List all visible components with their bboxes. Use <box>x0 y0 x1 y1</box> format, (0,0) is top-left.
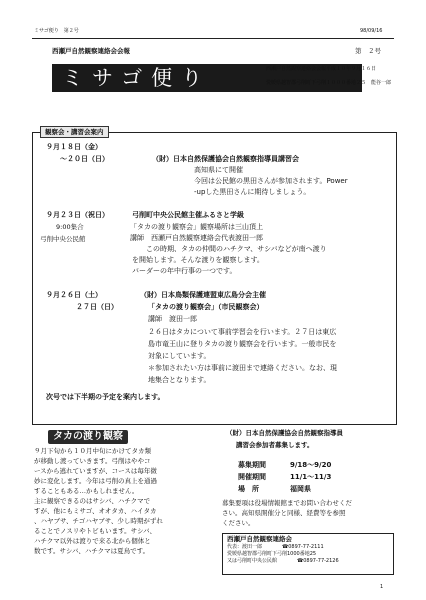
event2-line: この時期、タカの仲間のハチクマ、サシバなどが南へ渡り <box>146 245 327 253</box>
event3-date-end: ２７日（日） <box>76 303 118 311</box>
title-banner: ミサゴ便り <box>52 64 362 92</box>
contact-line: 愛媛県越智郡弓削町下弓削1000番地25 <box>227 551 317 557</box>
event2-line: 「タカの渡り観察会」観察場所は三山頂上 <box>130 223 263 231</box>
event3-line: 島市竜王山に登りタカの渡り観察会を行います。一般市民を <box>148 340 337 348</box>
event3-org: （財）日本鳥類保護連盟東広島分会主催 <box>140 291 266 299</box>
contact-title: 西瀬戸自然観察連絡会 <box>227 535 292 543</box>
header-rule <box>32 38 394 39</box>
story-body: ９月下旬から１０月中旬にかけてタカ類 が移動し渡っていきます。弓削はややコ ースから逃れていますが、コースは毎年微 妙に変化します。今年は弓削の真上を通過 することもある…かもしれません。 主に観察できるのはサシバ、ハチクマで すが、他にもミサゴ、オオタカ、ハイタカ 、ハヤブサ、チゴハヤブサ、少し時期がずれ ることでノスリやトビもいます。サシバ、 ハチクマ以外は渡りで来る北から個体と 数です。サシバ、ハチクマは夏鳥です。 <box>34 447 163 555</box>
event1-date-end: 〜２０日（日） <box>60 155 109 163</box>
event1-date: ９月１８日（金） <box>46 143 102 151</box>
event1-org: （財）日本自然保護協会自然観察指導員講習会 <box>152 155 299 163</box>
event2-line: 講師 西瀬戸自然観察連絡会代表渡田一郎 <box>130 234 263 242</box>
recruit-note: 募集要項は役場情報館までお問い合わせくだ さい。高知県開催分と同様、経費等を参照 ください。 <box>222 499 352 527</box>
event3-line: 地集合となります。 <box>148 376 211 384</box>
event1-line: -upした黒田さんに期待しましょう。 <box>194 188 311 196</box>
period-value: 9/18〜9/20 <box>290 461 332 469</box>
period-label: 募集期間 <box>238 461 266 469</box>
date-value: 11/1〜11/3 <box>290 473 332 481</box>
event2-line: を開始します。そんな渡りを観察します。 <box>132 256 264 264</box>
header-left: ミサゴ便り 第２号 <box>34 28 79 34</box>
event2-time: 9:00集合 <box>56 223 84 231</box>
issue-number: 第 ２号 <box>355 47 381 55</box>
contact-box <box>222 533 394 575</box>
event2-line: バーダーの年中行事の一つです。 <box>132 267 237 275</box>
event1-line: 今回は公民館の黒田さんが参加されます。Power <box>194 177 348 185</box>
next-issue-note: 次号では下半期の予定を案内します。 <box>46 393 165 401</box>
header-date: 98/09/16 <box>360 28 383 34</box>
event3-sub: 「タカの渡り観察会」（市民観察会） <box>148 303 264 311</box>
event3-line: ２６日はタカについて事前学習会を行います。２７日は東広 <box>148 328 337 336</box>
date-label: 開催期間 <box>238 473 266 481</box>
story-title: タカの渡り観察 <box>48 430 128 444</box>
page-number: 1 <box>380 584 384 590</box>
recruit-title: （財）日本自然保護協会自然観察指導員 <box>226 429 343 437</box>
event2-org: 弓削町中央公民館主催ふるさと学級 <box>132 211 244 219</box>
contact-line: 又は弓削町中央公民館 ☎0897-77-2126 <box>227 558 339 564</box>
event2-place: 弓削中央公民館 <box>40 235 86 243</box>
event3-line: 対象にしています。 <box>148 352 211 360</box>
place-value: 福岡県 <box>290 485 311 493</box>
org-name: 西瀬戸自然観察連絡会会報 <box>52 47 130 55</box>
event3-line: 講師 渡田一郎 <box>148 315 197 323</box>
contact-line: 代表：渡田一郎 ☎0897-77-2111 <box>227 544 324 550</box>
recruit-subtitle: 講習会参加者募集します。 <box>236 441 314 449</box>
events-title: 観察会・講習会案内 <box>40 126 109 138</box>
meta-line-2: 愛媛県越智郡弓削町下弓削１０００番地２５ 能谷一郎 <box>266 80 392 86</box>
event2-date: ９月２３日（祝日） <box>46 211 109 219</box>
event1-line: 高知県にて開催 <box>194 166 243 174</box>
meta-line-1: 西瀬戸自然観察連絡会会報平成１０年９月１６日 <box>266 66 377 72</box>
event3-line: ＊参加されたい方は事前に渡田まで連絡ください。なお、現 <box>148 364 337 372</box>
place-label: 場 所 <box>238 485 259 493</box>
event3-date: ９月２６日（土） <box>46 291 102 299</box>
